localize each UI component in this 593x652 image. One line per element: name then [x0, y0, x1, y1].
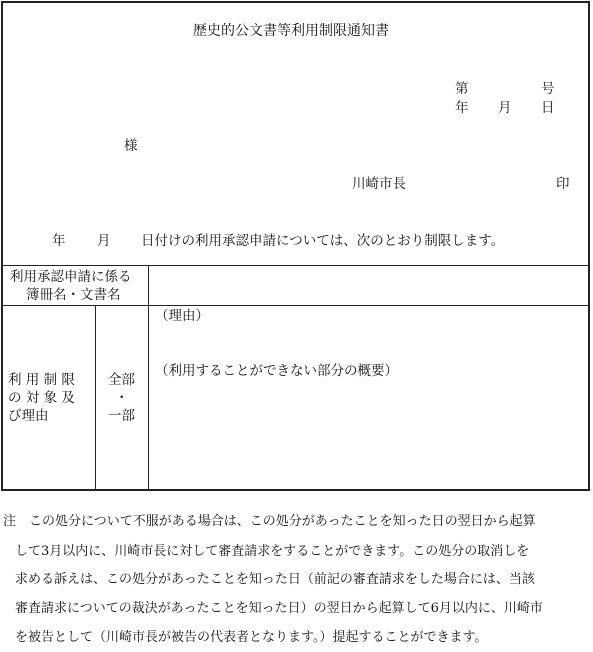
body-year-label: 年	[52, 233, 66, 249]
table-top-rule	[1, 265, 590, 266]
date-month-label: 月	[498, 100, 512, 116]
table-row-divider	[1, 305, 590, 306]
issuer-name: 川崎市長	[352, 176, 406, 192]
row2-label-line2: の 対 象 及	[8, 390, 75, 406]
note-line-3: 求める訴えは、この処分があったことを知った日（前記の審査請求をした場合には、当該	[15, 572, 535, 587]
seal-mark: 印	[556, 176, 570, 192]
addressee-suffix: 様	[124, 138, 138, 154]
row1-label-line1: 利用承認申請に係る	[10, 269, 132, 285]
body-sentence: 日付けの利用承認申請については、次のとおり制限します。	[141, 233, 505, 249]
document-title: 歴史的公文書等利用制限通知書	[193, 23, 389, 39]
note-line-1: 注 この処分について不服がある場合は、この処分があったことを知った日の翌日から起算	[3, 514, 536, 529]
scope-column-divider	[95, 305, 96, 491]
label-column-divider	[148, 265, 149, 491]
body-month-label: 月	[97, 233, 111, 249]
number-label-go: 号	[541, 81, 555, 97]
note-line-4: 審査請求についての裁決があったことを知った日）の翌日から起算して6月以内に、川崎市	[15, 601, 543, 616]
summary-label: （利用することができない部分の概要）	[155, 363, 398, 379]
note-line-2: して3月以内に、川崎市長に対して審査請求をすることができます。この処分の取消しを	[15, 544, 530, 559]
row1-label-line2: 簿冊名・文書名	[26, 287, 121, 303]
scope-part: 一部	[108, 408, 135, 424]
number-label-dai: 第	[455, 81, 469, 97]
reason-label: （理由）	[155, 308, 209, 324]
row2-label-line1: 利 用 制 限	[8, 372, 75, 388]
scope-all: 全部	[108, 372, 135, 388]
note-line-5: を被告として（川崎市長が被告の代表者となります。）提起することができます。	[15, 630, 488, 645]
date-day-label: 日	[541, 100, 555, 116]
date-year-label: 年	[455, 100, 469, 116]
scope-separator: ・	[115, 390, 129, 406]
row2-label-line3: び理由	[8, 408, 49, 424]
